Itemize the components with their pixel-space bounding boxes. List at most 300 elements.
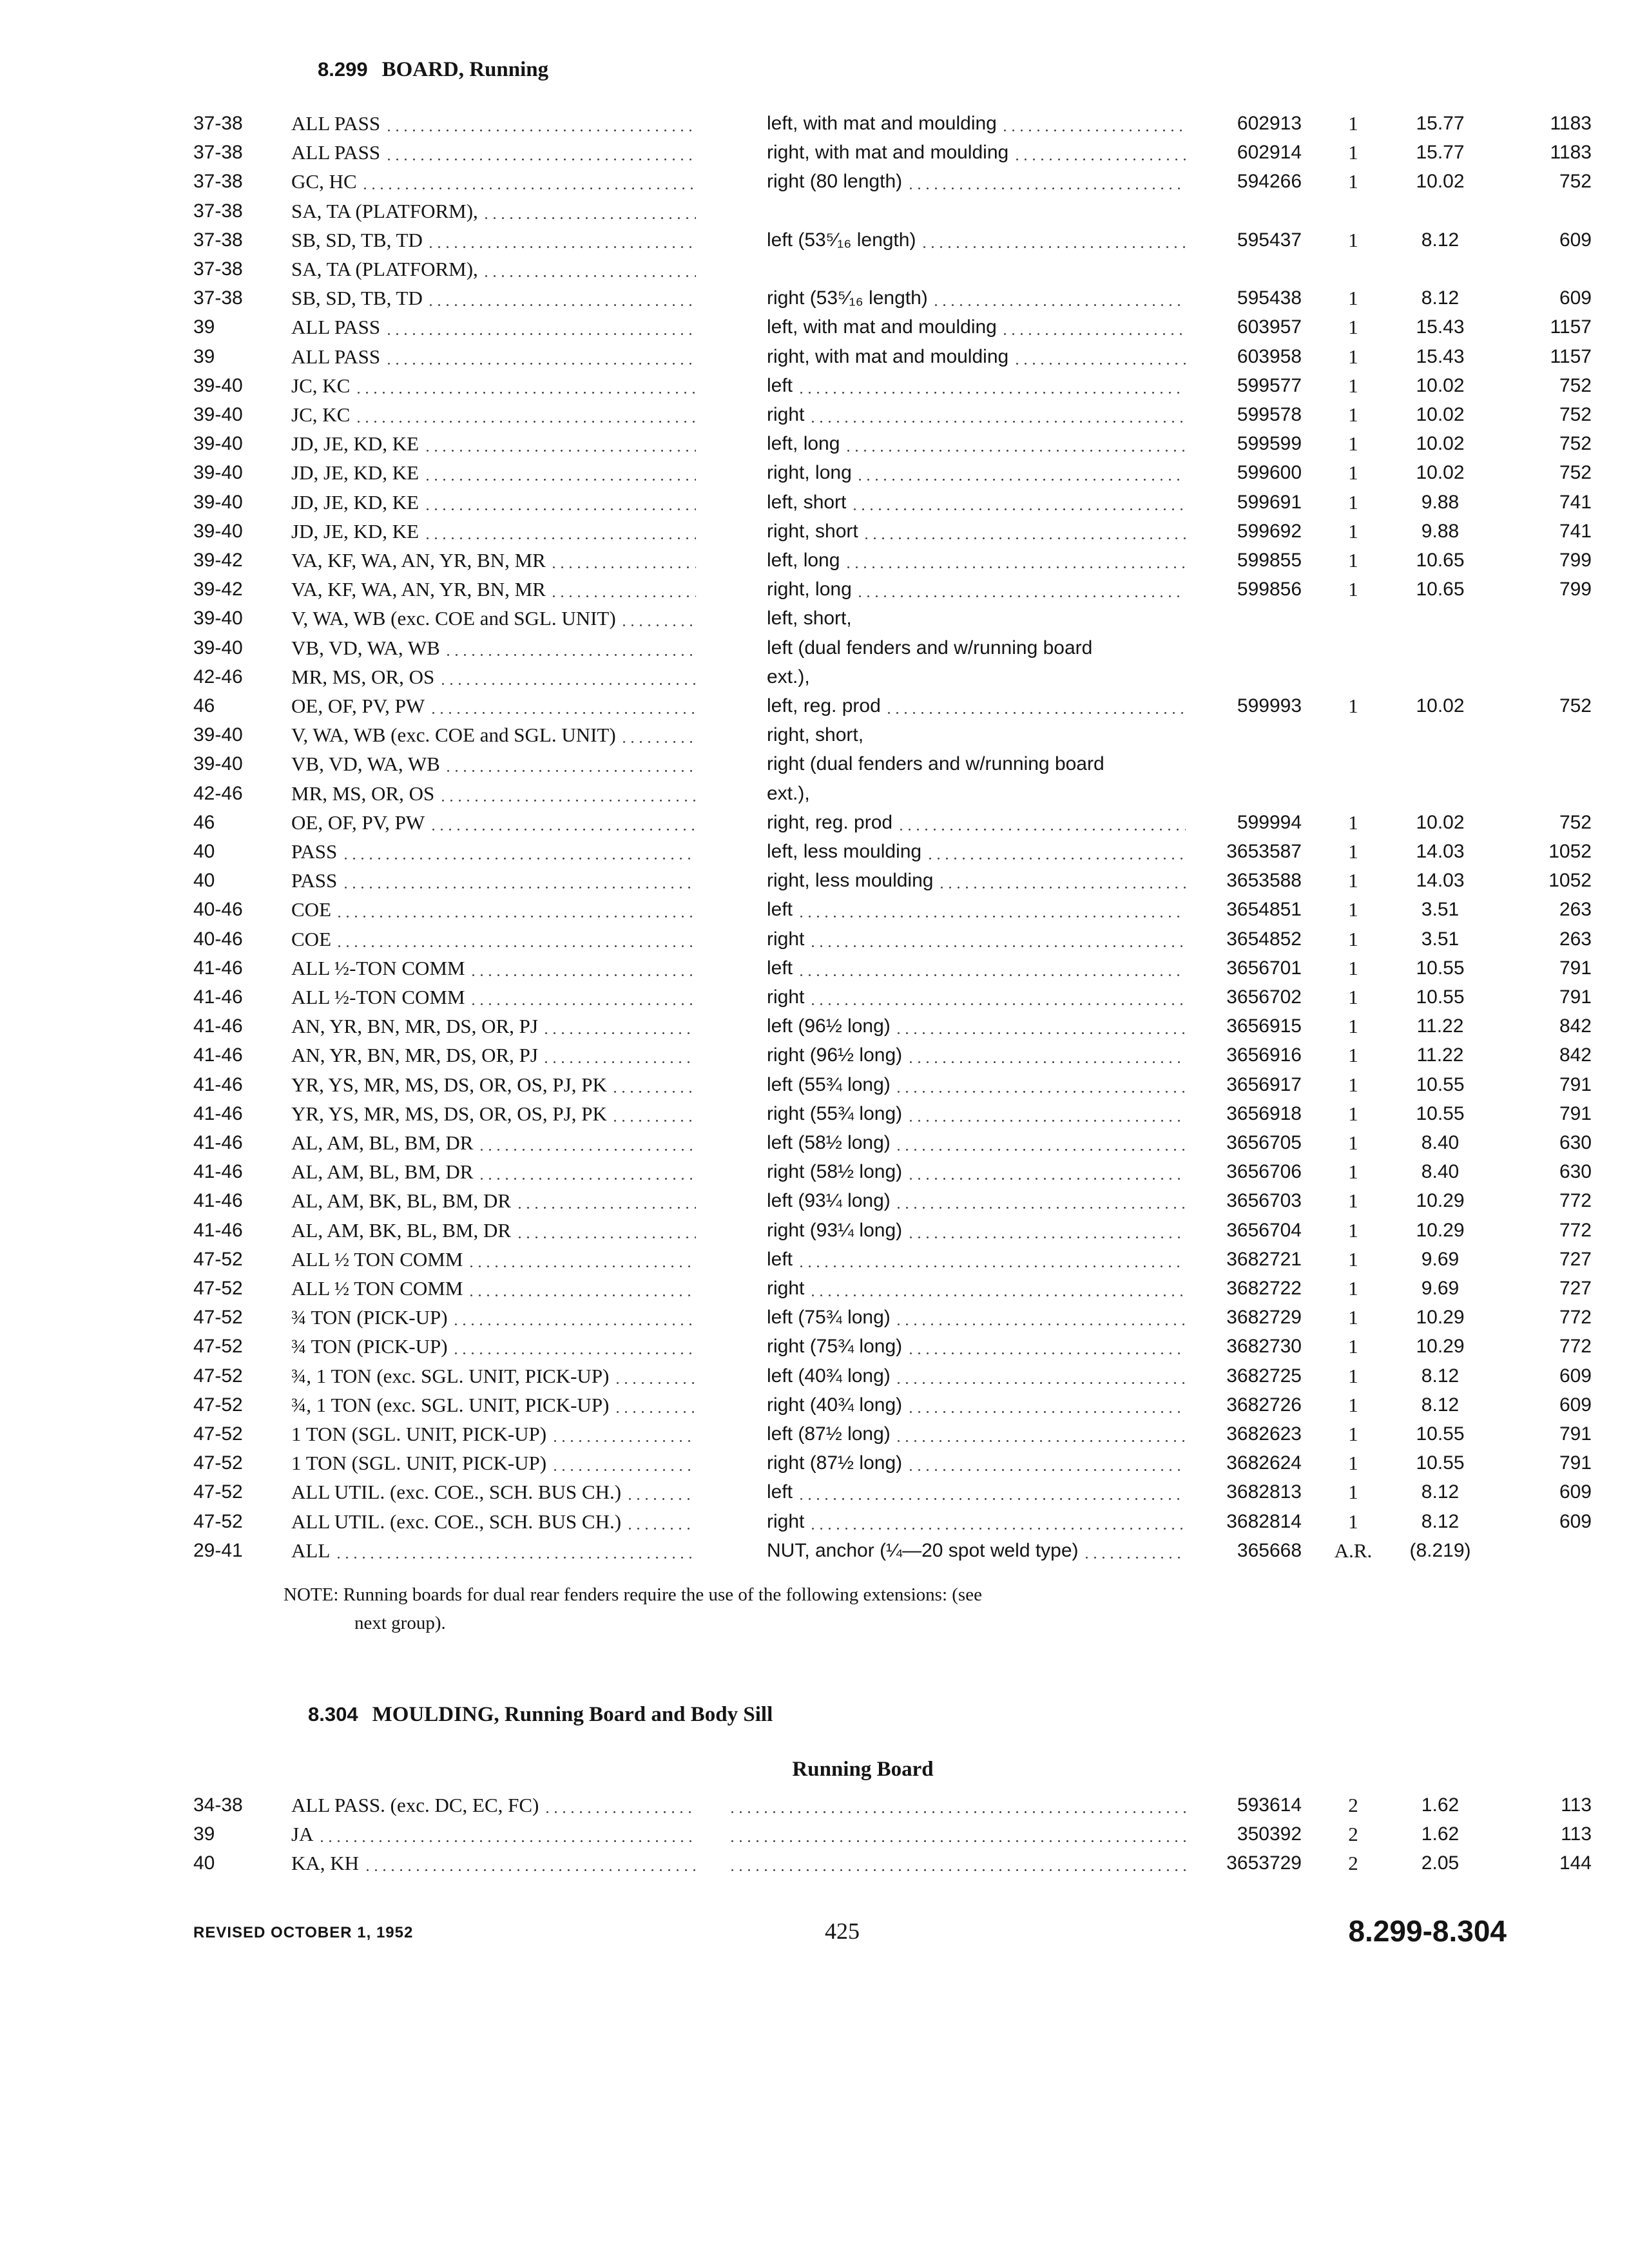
table-row: [0, 1820, 1629, 1849]
list-price: 10.02: [1416, 433, 1465, 455]
list-price: 15.43: [1416, 316, 1465, 338]
table-row: [0, 1041, 1629, 1070]
quantity: 1: [1348, 461, 1358, 485]
model-applicability: COE: [291, 898, 331, 921]
part-description: right (96½ long): [767, 1044, 903, 1066]
leader-dots: [354, 372, 696, 400]
leader-dots: [728, 1820, 1186, 1849]
model-year: 41-46: [193, 1015, 243, 1037]
model-year: 47-52: [193, 1423, 243, 1445]
leader-dots: [429, 692, 696, 720]
model-applicability: VB, VD, WA, WB: [291, 753, 440, 776]
part-description: right, less moulding: [767, 870, 934, 892]
leader-dots: [613, 1362, 696, 1390]
price-code: 752: [1559, 171, 1592, 193]
part-description: left, less moulding: [767, 841, 922, 862]
table-row: [0, 1849, 1629, 1878]
quantity: 1: [1348, 1044, 1358, 1067]
table-row: [0, 1012, 1629, 1041]
quantity: 1: [1348, 1423, 1358, 1445]
leader-dots: [626, 1508, 696, 1536]
leader-dots: [452, 1303, 696, 1332]
table-row: [0, 1478, 1629, 1506]
price-code: 1157: [1550, 316, 1592, 338]
list-price: 10.02: [1416, 374, 1465, 396]
table-row: [0, 1071, 1629, 1099]
table-row: [0, 197, 1629, 226]
leader-dots: [335, 896, 696, 924]
part-number: 3682813: [1226, 1481, 1302, 1503]
leader-dots: [856, 575, 1186, 604]
model-year: 39-40: [193, 374, 243, 396]
table-row: [0, 1100, 1629, 1128]
model-applicability: ALL PASS: [291, 112, 381, 135]
model-applicability: ALL UTIL. (exc. COE., SCH. BUS CH.): [291, 1481, 622, 1504]
leader-dots: [477, 1129, 696, 1157]
part-number: 3654852: [1226, 928, 1302, 950]
page-number: 425: [825, 1918, 860, 1944]
leader-dots: [894, 1362, 1186, 1390]
model-applicability: VA, KF, WA, AN, YR, BN, MR: [291, 549, 546, 572]
table-row: [0, 226, 1629, 255]
model-year: 37-38: [193, 171, 243, 193]
part-number: 599855: [1237, 550, 1302, 571]
list-price: 10.55: [1416, 986, 1465, 1008]
model-applicability: JD, JE, KD, KE: [291, 519, 419, 543]
leader-dots: [334, 1537, 696, 1565]
price-code: 791: [1559, 986, 1592, 1008]
leader-dots: [907, 1100, 1186, 1128]
part-description: right, long: [767, 579, 852, 601]
list-price: 10.65: [1416, 550, 1465, 571]
leader-dots: [809, 1274, 1186, 1303]
part-number: 3656915: [1226, 1015, 1302, 1037]
leader-dots: [385, 313, 696, 341]
quantity: 1: [1348, 1393, 1358, 1416]
leader-dots: [439, 780, 696, 808]
leader-dots: [851, 488, 1186, 517]
model-applicability: MR, MS, OR, OS: [291, 782, 435, 805]
part-number: 599856: [1237, 579, 1302, 601]
part-description: NUT, anchor (¼—20 spot weld type): [767, 1539, 1079, 1561]
leader-dots: [516, 1187, 696, 1215]
leader-dots: [542, 1012, 696, 1041]
table-row: [0, 1537, 1629, 1565]
model-year: 47-52: [193, 1278, 243, 1299]
list-price: 8.12: [1421, 1481, 1460, 1503]
model-applicability: ALL ½-TON COMM: [291, 956, 465, 979]
part-number: 3656916: [1226, 1044, 1302, 1066]
section-title: MOULDING, Running Board and Body Sill: [372, 1703, 773, 1726]
quantity: 1: [1348, 898, 1358, 921]
leader-dots: [482, 255, 696, 284]
quantity: 1: [1348, 986, 1358, 1008]
quantity: 1: [1348, 432, 1358, 456]
table-row: [0, 430, 1629, 458]
table-row: [0, 838, 1629, 866]
leader-dots: [543, 1791, 696, 1820]
part-number: 602913: [1237, 113, 1302, 134]
part-number: 3682814: [1226, 1510, 1302, 1532]
model-year: 47-52: [193, 1307, 243, 1329]
leader-dots: [907, 1158, 1186, 1186]
part-description: right: [767, 986, 805, 1008]
list-price: 10.02: [1416, 171, 1465, 193]
price-code: 727: [1559, 1278, 1592, 1299]
price-code: 741: [1559, 491, 1592, 513]
model-year: 41-46: [193, 1190, 243, 1212]
part-number: 3656706: [1226, 1161, 1302, 1183]
leader-dots: [809, 1508, 1186, 1536]
table-row: [0, 867, 1629, 895]
leader-dots: [894, 1012, 1186, 1041]
leader-dots: [894, 1071, 1186, 1099]
part-number: 599994: [1237, 811, 1302, 833]
list-price: 10.29: [1416, 1336, 1465, 1358]
list-price: 10.02: [1416, 404, 1465, 425]
table-row: [0, 1245, 1629, 1274]
list-price: 10.29: [1416, 1219, 1465, 1241]
table-row: [0, 1508, 1629, 1536]
table-row: [0, 459, 1629, 487]
list-price: 10.29: [1416, 1190, 1465, 1212]
price-code: 791: [1559, 1102, 1592, 1124]
table-row: [0, 255, 1629, 284]
model-applicability: GC, HC: [291, 170, 357, 193]
quantity: 1: [1348, 695, 1358, 717]
part-number: 595438: [1237, 287, 1302, 309]
model-applicability: ¾ TON (PICK-UP): [291, 1306, 448, 1329]
quantity: 1: [1348, 287, 1358, 310]
model-applicability: VA, KF, WA, AN, YR, BN, MR: [291, 578, 546, 601]
part-description: right: [767, 1510, 805, 1532]
leader-dots: [469, 954, 696, 983]
leader-dots: [335, 925, 696, 954]
price-code: 609: [1559, 229, 1592, 251]
model-year: 41-46: [193, 1073, 243, 1095]
leader-dots: [938, 867, 1186, 895]
part-description: left (75¾ long): [767, 1307, 891, 1329]
quantity: 1: [1348, 1073, 1358, 1096]
model-year: 39-40: [193, 753, 243, 775]
quantity: 2: [1348, 1823, 1358, 1845]
table-row: [0, 488, 1629, 517]
list-price: 11.22: [1416, 1044, 1464, 1066]
part-number: 3682722: [1226, 1278, 1302, 1299]
section-number: 8.299: [318, 58, 368, 81]
part-description: ext.),: [767, 666, 810, 687]
model-applicability: SB, SD, TB, TD: [291, 287, 423, 310]
leader-dots: [626, 1478, 696, 1506]
section-heading-8-304: [308, 1703, 773, 1727]
part-description: left (93¼ long): [767, 1190, 891, 1212]
part-number: 3682624: [1226, 1452, 1302, 1474]
list-price: 11.22: [1416, 1015, 1464, 1037]
price-code: 144: [1559, 1852, 1592, 1874]
quantity: 1: [1348, 1364, 1358, 1387]
leader-dots: [844, 430, 1186, 458]
leader-dots: [363, 1849, 696, 1878]
leader-dots: [1083, 1537, 1186, 1565]
model-year: 41-46: [193, 986, 243, 1008]
price-code: 113: [1561, 1794, 1592, 1816]
table-row: [0, 546, 1629, 575]
model-applicability: ALL ½ TON COMM: [291, 1277, 463, 1300]
quantity: 1: [1348, 490, 1358, 514]
part-description: left: [767, 899, 793, 921]
model-applicability: ALL ½-TON COMM: [291, 986, 465, 1008]
model-applicability: 1 TON (SGL. UNIT, PICK-UP): [291, 1452, 547, 1475]
model-applicability: ALL UTIL. (exc. COE., SCH. BUS CH.): [291, 1510, 622, 1533]
model-applicability: ALL ½ TON COMM: [291, 1247, 463, 1271]
list-price: 15.77: [1416, 113, 1465, 134]
part-description: right (dual fenders and w/running board: [767, 753, 1104, 775]
quantity: 1: [1348, 1335, 1358, 1358]
subsection-heading: Running Board: [792, 1758, 934, 1781]
part-number: 3653588: [1226, 870, 1302, 892]
quantity: 1: [1348, 1510, 1358, 1533]
quantity: 1: [1348, 1160, 1358, 1184]
model-year: 34-38: [193, 1794, 243, 1816]
price-code: 1157: [1550, 345, 1592, 367]
quantity: 1: [1348, 1015, 1358, 1038]
leader-dots: [620, 721, 696, 749]
part-description: right, long: [767, 462, 852, 484]
leader-dots: [467, 1245, 696, 1274]
leader-dots: [550, 546, 696, 575]
price-code: 772: [1559, 1307, 1592, 1329]
leader-dots: [551, 1420, 696, 1448]
part-number: 3653587: [1226, 841, 1302, 862]
leader-dots: [797, 372, 1186, 400]
part-number: 599691: [1237, 491, 1302, 513]
list-price: 10.55: [1416, 1102, 1465, 1124]
part-number: 3682729: [1226, 1307, 1302, 1329]
quantity: 1: [1348, 1218, 1358, 1242]
model-applicability: AN, YR, BN, MR, DS, OR, PJ: [291, 1015, 538, 1038]
quantity: 1: [1348, 1452, 1358, 1475]
quantity: 1: [1348, 141, 1358, 164]
leader-dots: [809, 925, 1186, 954]
table-row: [0, 284, 1629, 312]
list-price: 10.65: [1416, 579, 1465, 601]
quantity: 1: [1348, 316, 1358, 339]
part-description: right, with mat and moulding: [767, 142, 1009, 164]
leader-dots: [894, 1303, 1186, 1332]
model-year: 41-46: [193, 1219, 243, 1241]
part-description: left: [767, 1248, 793, 1270]
leader-dots: [469, 983, 696, 1012]
quantity: 1: [1348, 1306, 1358, 1329]
part-number: 3656918: [1226, 1102, 1302, 1124]
price-code: 842: [1559, 1044, 1592, 1066]
model-applicability: SB, SD, TB, TD: [291, 228, 423, 251]
leader-dots: [611, 1071, 696, 1099]
part-description: right, short: [767, 520, 858, 542]
leader-dots: [907, 1449, 1186, 1477]
model-year: 39-42: [193, 579, 243, 601]
part-description: right: [767, 404, 805, 425]
leader-dots: [844, 546, 1186, 575]
table-row: [0, 634, 1629, 662]
model-year: 39-40: [193, 491, 243, 513]
model-year: 39-40: [193, 637, 243, 658]
price-code: 263: [1559, 899, 1592, 921]
part-description: right (40¾ long): [767, 1394, 903, 1416]
model-year: 37-38: [193, 258, 243, 280]
part-description: right (53⁵⁄₁₆ length): [767, 287, 928, 309]
leader-dots: [429, 809, 696, 837]
part-description: right (55¾ long): [767, 1102, 903, 1124]
leader-dots: [551, 1449, 696, 1477]
quantity: 2: [1348, 1794, 1358, 1816]
model-year: 47-52: [193, 1365, 243, 1387]
model-year: 39: [193, 345, 215, 367]
table-row: [0, 1449, 1629, 1477]
model-year: 40: [193, 1852, 215, 1874]
model-year: 39-42: [193, 550, 243, 571]
table-row: [0, 1791, 1629, 1820]
table-row: [0, 750, 1629, 778]
model-year: 40: [193, 841, 215, 862]
model-year: 47-52: [193, 1481, 243, 1503]
model-year: 42-46: [193, 666, 243, 687]
part-description: left (dual fenders and w/running board: [767, 637, 1093, 658]
quantity: 1: [1348, 578, 1358, 601]
leader-dots: [611, 1100, 696, 1128]
part-description: left, reg. prod: [767, 695, 881, 716]
model-applicability: JD, JE, KD, KE: [291, 461, 419, 485]
leader-dots: [907, 168, 1186, 196]
list-price: 10.02: [1416, 811, 1465, 833]
part-number: 595437: [1237, 229, 1302, 251]
model-applicability: VB, VD, WA, WB: [291, 636, 440, 659]
model-applicability: V, WA, WB (exc. COE and SGL. UNIT): [291, 724, 616, 747]
part-description: right (58½ long): [767, 1161, 903, 1183]
table-row: [0, 983, 1629, 1012]
leader-dots: [482, 197, 696, 226]
model-year: 40-46: [193, 899, 243, 921]
model-year: 47-52: [193, 1336, 243, 1358]
leader-dots: [926, 838, 1186, 866]
table-row: [0, 168, 1629, 196]
part-number: 3682721: [1226, 1248, 1302, 1270]
list-price: 10.02: [1416, 695, 1465, 716]
quantity: 1: [1348, 927, 1358, 950]
price-code: 630: [1559, 1161, 1592, 1183]
section-range: 8.299-8.304: [1348, 1914, 1507, 1948]
quantity: 1: [1348, 1277, 1358, 1300]
model-applicability: JD, JE, KD, KE: [291, 432, 419, 456]
model-year: 39-40: [193, 608, 243, 629]
list-price: 3.51: [1421, 899, 1460, 921]
section-title: BOARD, Running: [381, 58, 549, 81]
quantity: 1: [1348, 170, 1358, 193]
leader-dots: [728, 1791, 1186, 1820]
part-number: 599599: [1237, 433, 1302, 455]
leader-dots: [856, 459, 1186, 487]
price-code: 630: [1559, 1132, 1592, 1153]
model-applicability: SA, TA (PLATFORM),: [291, 258, 478, 280]
model-applicability: ¾ TON (PICK-UP): [291, 1335, 448, 1358]
model-year: 41-46: [193, 1102, 243, 1124]
part-description: right (93¼ long): [767, 1219, 903, 1241]
part-description: left, long: [767, 433, 840, 455]
part-number: 593614: [1237, 1794, 1302, 1816]
model-year: 39-40: [193, 404, 243, 425]
leader-dots: [885, 692, 1186, 720]
quantity: 2: [1348, 1852, 1358, 1874]
leader-dots: [620, 604, 696, 633]
leader-dots: [1013, 139, 1186, 167]
model-year: 39-40: [193, 433, 243, 455]
part-description: left (58½ long): [767, 1132, 891, 1153]
quantity: 1: [1348, 869, 1358, 892]
part-description: left (96½ long): [767, 1015, 891, 1037]
model-year: 46: [193, 811, 215, 833]
part-number: 3653729: [1226, 1852, 1302, 1874]
leader-dots: [897, 809, 1186, 837]
model-applicability: YR, YS, MR, MS, DS, OR, OS, PJ, PK: [291, 1073, 607, 1096]
leader-dots: [809, 401, 1186, 429]
leader-dots: [423, 517, 696, 546]
quantity: 1: [1348, 1247, 1358, 1271]
list-price: 3.51: [1421, 928, 1460, 950]
part-description: right, with mat and moulding: [767, 345, 1009, 367]
quantity: 1: [1348, 374, 1358, 397]
part-description: left (55¾ long): [767, 1073, 891, 1095]
leader-dots: [797, 1245, 1186, 1274]
model-year: 47-52: [193, 1394, 243, 1416]
price-code: 609: [1559, 287, 1592, 309]
model-year: 39-40: [193, 520, 243, 542]
model-year: 41-46: [193, 1161, 243, 1183]
list-price: 10.55: [1416, 1073, 1465, 1095]
table-row: [0, 663, 1629, 691]
model-year: 47-52: [193, 1452, 243, 1474]
model-applicability: ALL PASS: [291, 316, 381, 339]
price-code: 752: [1559, 433, 1592, 455]
part-number: 3682730: [1226, 1336, 1302, 1358]
leader-dots: [385, 343, 696, 371]
list-price: 10.29: [1416, 1307, 1465, 1329]
model-applicability: AN, YR, BN, MR, DS, OR, PJ: [291, 1044, 538, 1067]
part-number: 3654851: [1226, 899, 1302, 921]
model-year: 41-46: [193, 957, 243, 979]
price-code: 1183: [1550, 142, 1592, 164]
leader-dots: [444, 750, 696, 778]
part-description: left, with mat and moulding: [767, 113, 997, 134]
leader-dots: [423, 488, 696, 517]
price-code: 609: [1559, 1481, 1592, 1503]
list-price: 8.12: [1421, 287, 1460, 309]
model-applicability: ¾, 1 TON (exc. SGL. UNIT, PICK-UP): [291, 1393, 610, 1416]
leader-dots: [1001, 110, 1186, 138]
price-code: 799: [1559, 579, 1592, 601]
leader-dots: [423, 459, 696, 487]
table-row: [0, 1158, 1629, 1186]
quantity: 1: [1348, 1131, 1358, 1154]
list-price: (8.219): [1409, 1539, 1471, 1561]
leader-dots: [467, 1274, 696, 1303]
table-row: [0, 1391, 1629, 1419]
quantity: 1: [1348, 956, 1358, 979]
part-number: 3656703: [1226, 1190, 1302, 1212]
part-number: 3656704: [1226, 1219, 1302, 1241]
list-price: 9.88: [1421, 491, 1460, 513]
table-row: [0, 401, 1629, 429]
list-price: 10.02: [1416, 462, 1465, 484]
